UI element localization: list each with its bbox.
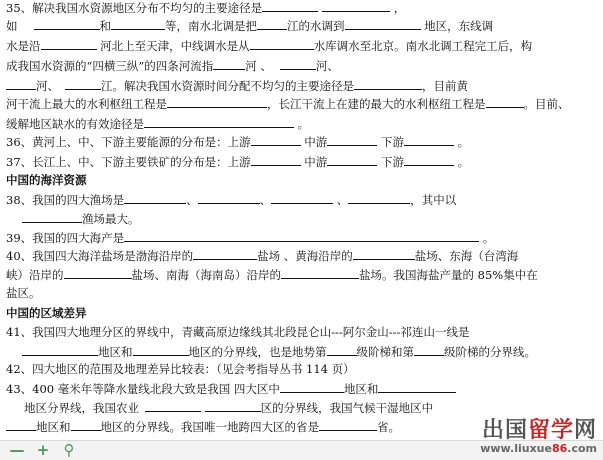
- text-q43-end: 省。: [377, 420, 400, 434]
- text-he-1: 河 、: [245, 59, 272, 73]
- section-heading-regional: 中国的区域差异: [6, 306, 87, 320]
- text-q40-donghai: 盐场、东海（台湾海: [414, 249, 519, 263]
- watermark-logo: [480, 419, 597, 455]
- line-q40-3: 盐区。: [6, 286, 41, 300]
- text-q36: 36、黄河上、中、下游主要能源的分布是：上游: [6, 135, 251, 149]
- line-q43-1: [6, 381, 600, 396]
- text-q43-province: 地区的分界线。我国唯一地跨四大区的省是: [100, 420, 319, 434]
- text-muqian: 。目前、: [523, 97, 570, 111]
- text-q38: 38、我国的四大渔场是: [6, 193, 125, 207]
- text-q38-qizhong: ，其中以: [410, 193, 457, 207]
- line-q38-1: 38、我国的四大渔场是 、 、 、 ，其中以: [6, 193, 457, 207]
- text-q40-nanhai: 盐场、南海（海南岛）沿岸的: [131, 268, 281, 282]
- text-q40: 40、我国四大海洋盐场是渤海沿岸的: [6, 249, 194, 263]
- watermark-url: www.liuxue86.com: [480, 442, 597, 455]
- line-q35-3: [6, 38, 600, 53]
- text-q40-percent: 盐场。我国海盐产量的 85%集中在: [359, 268, 538, 282]
- line-q40-2: [6, 267, 600, 282]
- text-q43-and: 地区和: [343, 382, 379, 396]
- text-q36-mid: 中游: [304, 135, 328, 149]
- line-q39: 39、我国的四大海产是 。: [6, 231, 495, 245]
- text-q38-sep1: 、: [186, 193, 198, 207]
- text-q43-climate: 区的分界线，我国气候干湿地区中: [260, 401, 434, 415]
- line-q42: 42、四大地区的范围及地理差异比较表：（见会考指导丛书 114 页）: [6, 362, 355, 376]
- text-huanghe: ，目前黄: [422, 79, 468, 93]
- line-q41-2: [6, 344, 600, 359]
- text-region-east: 地区，东线调: [424, 19, 494, 33]
- line-q38-2: [22, 211, 603, 226]
- text-yellow-dam: 河干流上最大的水利枢纽工程是: [6, 97, 167, 111]
- text-yangtze-dam: ，长江干流上在建的最大的水利枢纽工程是: [267, 97, 486, 111]
- text-ru: 如: [6, 19, 18, 33]
- text-q43-agri: 地区分界线，我国农业: [24, 401, 139, 415]
- text-q39: 39、我国的四大海产是: [6, 231, 125, 245]
- text-q37-mid: 中游: [304, 155, 328, 169]
- line-q35-5: [6, 78, 600, 93]
- text-q41-end: 级阶梯的分界线。: [444, 345, 536, 359]
- text-he-2: 河、: [315, 59, 339, 73]
- text-q36-low: 下游: [380, 135, 404, 149]
- text-q35-intro: 35、解决我国水资源地区分布不均匀的主要途径是: [6, 1, 263, 15]
- text-nbdt: 等，南水北调是把: [165, 19, 257, 33]
- text-he: 和: [99, 19, 111, 33]
- text-q41-step: 级阶梯和第: [356, 345, 414, 359]
- line-q36: 36、黄河上、中、下游主要能源的分布是：上游 中游 下游 。: [6, 135, 470, 149]
- text-q43-and2: 地区和: [36, 420, 71, 434]
- text-time-distribution: 江。解决我国水资源时间分配不均匀的主要途径是: [101, 79, 354, 93]
- line-q40-1: [6, 248, 600, 263]
- line-q41-1: 41、我国四大地理分区的界线中，青藏高原边缘线其北段昆仑山---阿尔金山---祁连山一线是: [6, 325, 470, 339]
- text-q43: 43、400 毫米年等降水量线北段大致是我国 四大区中: [6, 382, 280, 396]
- zoom-out-icon[interactable]: —: [9, 441, 25, 459]
- text-relief: 缓解地区缺水的有效途径是: [6, 117, 144, 131]
- text-middle-route: 河北上至天津，中线调水是从: [100, 39, 250, 53]
- section-heading-ocean: 中国的海洋资源: [6, 173, 87, 187]
- text-yan: 水是沿: [6, 39, 41, 53]
- text-he-3: 河、: [36, 79, 59, 93]
- text-q38-sep2: 、: [259, 193, 272, 207]
- text-q38-largest: 渔场最大。: [82, 212, 140, 226]
- text-reservoir: 水库调水至北京。南水北调工程完工后，构: [313, 39, 533, 53]
- search-icon[interactable]: ⚲: [63, 441, 75, 459]
- line-q37: 37、长江上、中、下游主要铁矿的分布是：上游 中游 下游 。: [6, 155, 470, 169]
- line-q35-4: [6, 58, 600, 73]
- text-q41-boundary: 地区的分界线，也是地势第: [188, 345, 327, 359]
- text-q41-and: 地区和: [98, 345, 133, 359]
- line-q43-2: [6, 400, 600, 415]
- text-q37-low: 下游: [380, 155, 404, 169]
- text-q37: 37、长江上、中、下游主要铁矿的分布是：上游: [6, 155, 251, 169]
- line-q35-1: 35、解决我国水资源地区分布不均匀的主要途径是 ，: [6, 1, 406, 15]
- line-q35-6: [6, 96, 600, 111]
- text-q40-xia: 峡）沿岸的: [6, 268, 64, 282]
- text-four-rivers: 成我国水资源的“四横三纵”的四条河流指: [6, 59, 214, 73]
- text-jiang-water: 江的水调到: [287, 19, 345, 33]
- line-q35-7: 缓解地区缺水的有效途径是 。: [6, 117, 310, 131]
- line-q35-2: [6, 18, 600, 33]
- text-q40-huanghai: 盐场 、黄海沿岸的: [257, 249, 353, 263]
- watermark-title: 出国留学网: [481, 418, 597, 443]
- zoom-in-icon[interactable]: +: [36, 441, 50, 459]
